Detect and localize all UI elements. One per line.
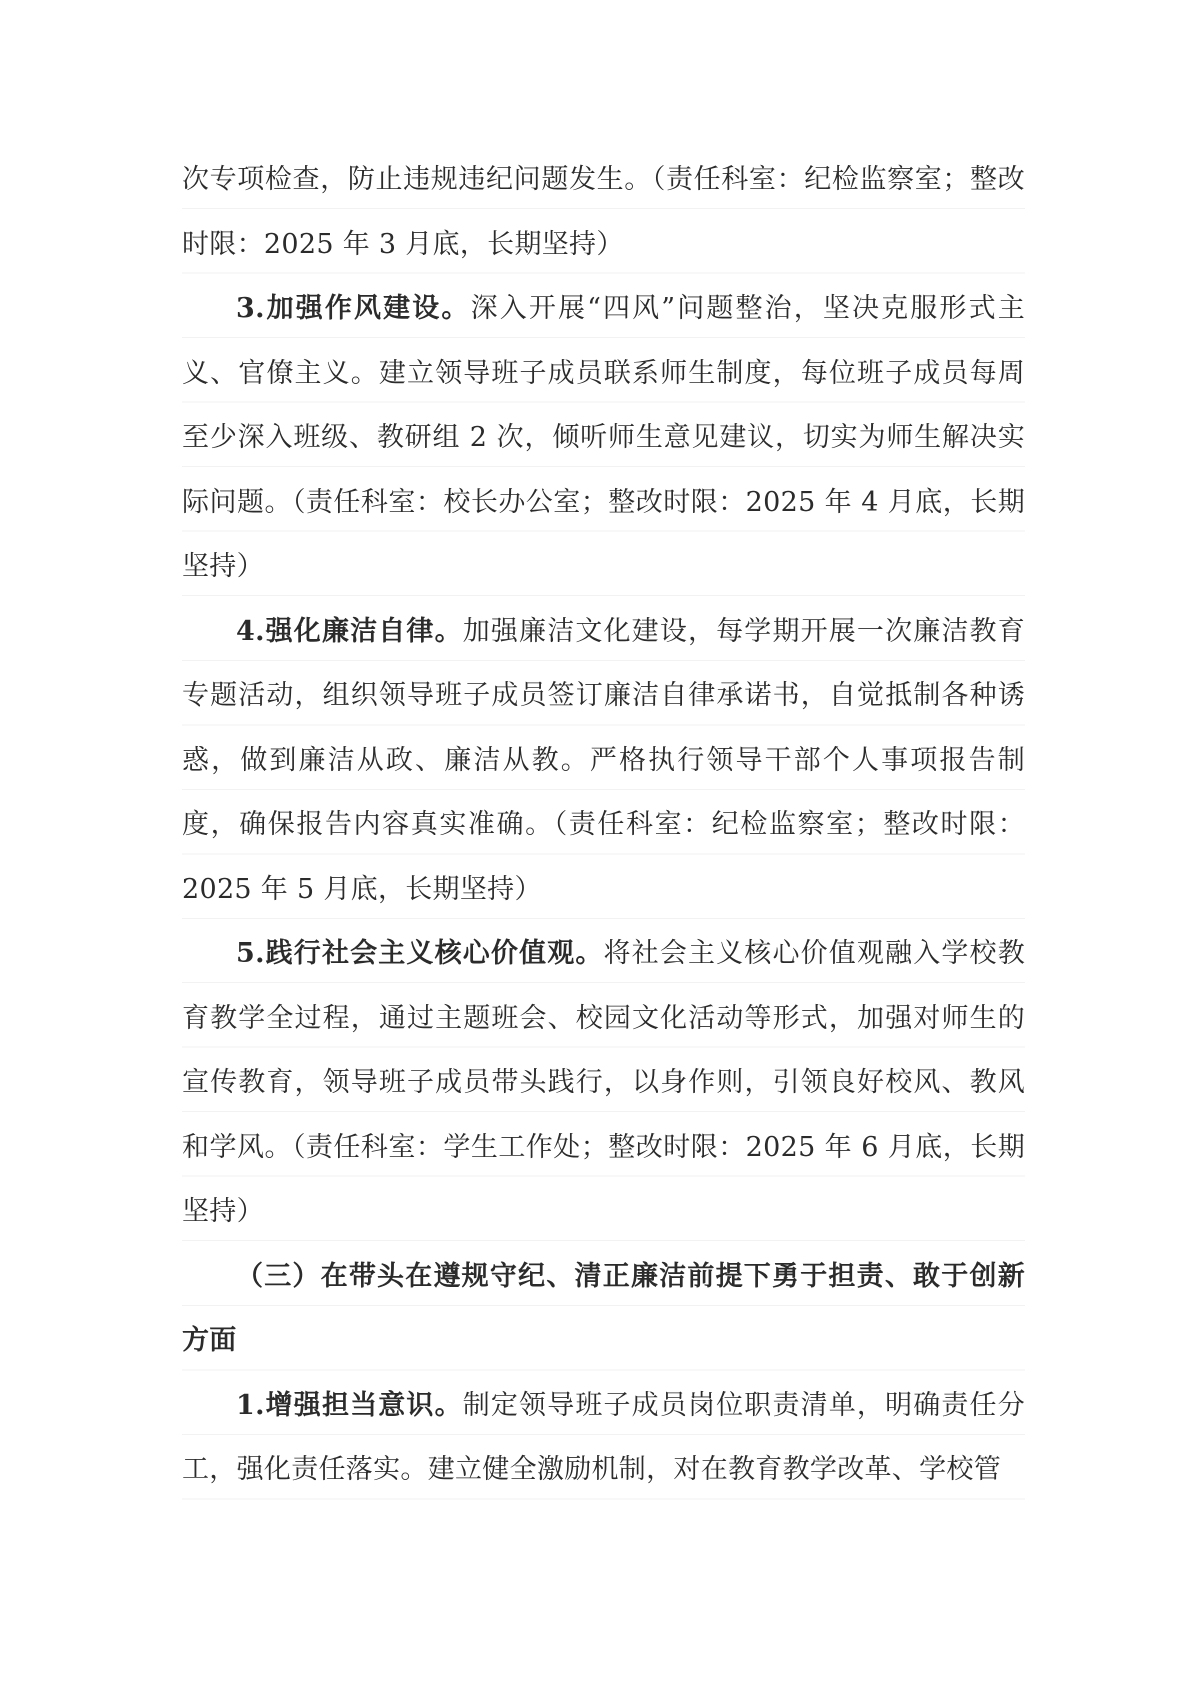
section-heading-text: （三）在带头在遵规守纪、清正廉洁前提下勇于担责、敢于创新方面 — [182, 1260, 1025, 1356]
paragraph-text: 深入开展“四风”问题整治，坚决克服形式主义、官僚主义。建立领导班子成员联系师生制度，每位班子成员每周至少深入班级、教研组 2 次，倾听师生意见建议，切实为师生解决实际问题。（责任科室：校长办公室；整改时限：2025 年 4 月底，长期坚持） — [182, 293, 1026, 582]
paragraph-item-3 — [182, 277, 1025, 600]
paragraph-lead: 5.践行社会主义核心价值观。 — [236, 938, 604, 969]
paragraph-item-5 — [182, 922, 1025, 1245]
paragraph-text: 将社会主义核心价值观融入学校教育教学全过程，通过主题班会、校园文化活动等形式，加强对师生的宣传教育，领导班子成员带头践行，以身作则，引领良好校风、教风和学风。（责任科室：学生工作处；整改时限：2025 年 6 月底，长期坚持） — [182, 938, 1025, 1227]
paragraph-lead: 4.强化廉洁自律。 — [236, 615, 463, 647]
paragraph-text: 制定领导班子成员岗位职责清单，明确责任分工，强化责任落实。建立健全激励机制，对在教育教学改革、学校管 — [182, 1389, 1025, 1485]
paragraph-text: 次专项检查，防止违规违纪问题发生。（责任科室：纪检监察室；整改时限：2025 年 3 月底，长期坚持） — [182, 164, 1025, 260]
paragraph-continuation — [182, 148, 1025, 277]
document-page — [182, 148, 1025, 1503]
section-heading — [182, 1245, 1025, 1374]
paragraph-item-1 — [182, 1374, 1025, 1503]
paragraph-text: 加强廉洁文化建设，每学期开展一次廉洁教育专题活动，组织领导班子成员签订廉洁自律承诺书，自觉抵制各种诱惑，做到廉洁从政、廉洁从教。严格执行领导干部个人事项报告制度，确保报告内容真实准确。（责任科室：纪检监察室；整改时限：2025 年 5 月底，长期坚持） — [182, 615, 1025, 905]
paragraph-item-4 — [182, 600, 1025, 923]
paragraph-lead: 1.增强担当意识。 — [236, 1389, 463, 1421]
paragraph-lead: 3.加强作风建设。 — [236, 293, 471, 324]
